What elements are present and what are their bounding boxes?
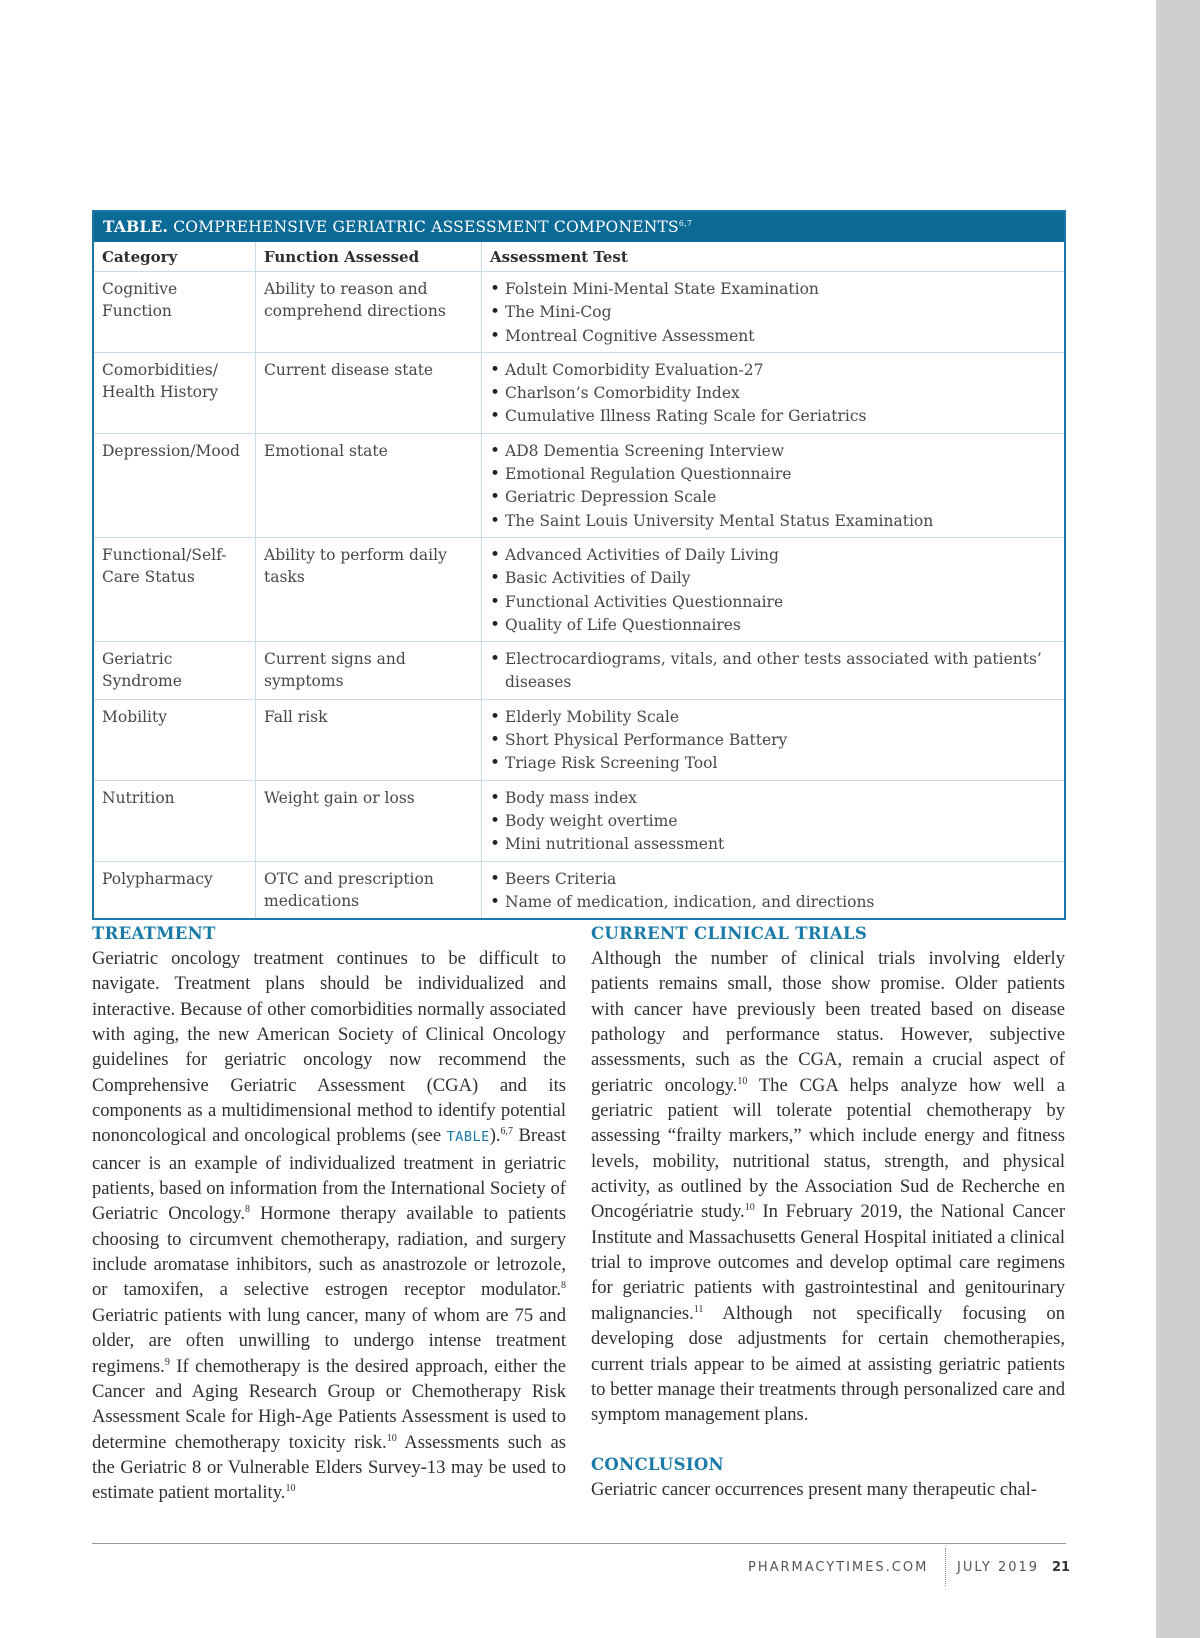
assessment-table <box>92 210 1066 920</box>
function-cell: Current disease state <box>256 353 482 433</box>
trials-paragraph <box>591 946 1065 1428</box>
assessment-test-item: • Cumulative Illness Rating Scale for Geriatrics <box>490 405 1056 428</box>
treatment-text-6: If chemotherapy is the desired approach, either the Cancer and Aging Research Group or Chemotherapy Risk Assessment Scale for High-Age Patients Assessment is used to determine chemotherapy toxicity risk. <box>92 1355 566 1453</box>
assessment-test-item: • Emotional Regulation Questionnaire <box>490 463 1056 486</box>
citation: 6,7 <box>500 1126 514 1138</box>
table-row <box>94 861 1064 919</box>
assessment-test-item: • Quality of Life Questionnaires <box>490 614 1056 637</box>
table-row <box>94 271 1064 352</box>
function-cell: Emotional state <box>256 434 482 537</box>
assessment-test-item: • Elderly Mobility Scale <box>490 706 1056 729</box>
assessment-test-cell <box>482 700 1064 780</box>
treatment-text-1: Geriatric oncology treatment continues to be difficult to navigate. Treatment plans should be individualized and interactive. Because of other comorbidities normally associated with aging, the new American Society of Clinical Oncology guidelines for geriatric oncology now recommend the Comprehensive Geriatric Assessment (CGA) and its components as a multidimensional method to identify potential nononcological and oncological problems (see <box>92 948 566 1147</box>
trials-text-3: In February 2019, the National Cancer Institute and Massachusetts General Hospital initiated a clinical trial to improve outcomes and develop optimal care regimens for geriatric patients with gastrointestinal and genitourinary malignancies. <box>591 1201 1066 1324</box>
treatment-column <box>92 921 566 1506</box>
assessment-test-cell <box>482 781 1064 861</box>
table-row <box>94 641 1064 699</box>
citation: 10 <box>744 1202 755 1214</box>
table-row <box>94 352 1064 433</box>
assessment-test-item: • Body weight overtime <box>490 810 1056 833</box>
citation: 10 <box>737 1075 748 1087</box>
function-cell: Ability to perform daily tasks <box>256 538 482 641</box>
assessment-test-item: • Advanced Activities of Daily Living <box>490 544 1056 567</box>
treatment-text-5: Geriatric patients with lung cancer, many of whom are 75 and older, are often unwilling to undergo intense treatment regimens. <box>92 1304 566 1377</box>
assessment-test-item: • Body mass index <box>490 787 1056 810</box>
citation: 8 <box>561 1280 566 1292</box>
category-cell: Nutrition <box>94 781 256 861</box>
assessment-test-item: • Name of medication, indication, and directions <box>490 891 1056 914</box>
treatment-text-7: Assessments such as the Geriatric 8 or Vulnerable Elders Survey-13 may be used to estimate patient mortality. <box>92 1431 567 1504</box>
category-cell: Geriatric Syndrome <box>94 642 256 699</box>
assessment-test-item: • The Saint Louis University Mental Status Examination <box>490 510 1056 533</box>
trials-text-1: Although the number of clinical trials involving elderly patients remains small, those show promise. Older patients with cancer have previously been treated based on disease pathology and performance status. However, subjective assessments, such as the CGA, remain a crucial aspect of geriatric oncology. <box>591 948 1065 1096</box>
table-label: TABLE. <box>103 217 169 236</box>
assessment-test-cell <box>482 862 1064 919</box>
assessment-test-item: • AD8 Dementia Screening Interview <box>490 440 1056 463</box>
treatment-text-2: ). <box>489 1125 501 1147</box>
assessment-test-item: • Beers Criteria <box>490 868 1056 891</box>
assessment-test-item: • Charlson’s Comorbidity Index <box>490 382 1056 405</box>
function-cell: Weight gain or loss <box>256 781 482 861</box>
table-header-row <box>94 242 1064 271</box>
function-cell: OTC and prescription medications <box>256 862 482 919</box>
assessment-test-cell <box>482 434 1064 537</box>
treatment-text-3: Breast cancer is an example of individualized treatment in geriatric patients, based on information from the International Society of Geriatric Oncology. <box>92 1125 566 1225</box>
citation: 8 <box>244 1204 250 1216</box>
trials-column <box>591 921 1065 1502</box>
assessment-test-cell <box>482 642 1064 699</box>
treatment-paragraph <box>92 946 566 1506</box>
assessment-test-item: • Short Physical Performance Battery <box>490 729 1056 752</box>
trials-heading: CURRENT CLINICAL TRIALS <box>591 924 868 943</box>
citation: 11 <box>693 1303 704 1315</box>
conclusion-heading: CONCLUSION <box>591 1454 724 1474</box>
category-cell: Depression/Mood <box>94 434 256 537</box>
conclusion-paragraph: Geriatric cancer occurrences present many therapeutic chal- <box>591 1478 1037 1500</box>
table-body <box>94 271 1064 918</box>
footer-date: JULY 2019 <box>957 1560 1040 1575</box>
citation: 10 <box>285 1483 296 1495</box>
assessment-test-item: • The Mini-Cog <box>490 301 1056 324</box>
page-number: 21 <box>1052 1560 1071 1575</box>
table-refs: 6,7 <box>678 218 693 228</box>
function-cell: Current signs and symptoms <box>256 642 482 699</box>
assessment-test-item: • Triage Risk Screening Tool <box>490 752 1056 775</box>
function-cell: Ability to reason and comprehend directions <box>256 272 482 352</box>
table-row <box>94 537 1064 641</box>
category-cell: Mobility <box>94 700 256 780</box>
assessment-test-item: • Electrocardiograms, vitals, and other tests associated with patients’ diseases <box>490 648 1056 695</box>
header-test: Assessment Test <box>490 248 628 266</box>
assessment-test-item: • Mini nutritional assessment <box>490 833 1056 856</box>
footer-rule <box>92 1543 1066 1544</box>
category-cell: Functional/Self-Care Status <box>94 538 256 641</box>
footer-separator <box>945 1548 946 1586</box>
assessment-test-cell <box>482 538 1064 641</box>
citation: 9 <box>164 1356 170 1368</box>
page-edge-strip <box>1156 0 1200 1638</box>
function-cell: Fall risk <box>256 700 482 780</box>
assessment-test-item: • Folstein Mini-Mental State Examination <box>490 278 1056 301</box>
table-reference-link[interactable]: TABLE <box>446 1129 490 1146</box>
footer-site[interactable]: PHARMACYTIMES.COM <box>748 1560 929 1575</box>
assessment-test-item: • Montreal Cognitive Assessment <box>490 325 1056 348</box>
category-cell: Cognitive Function <box>94 272 256 352</box>
assessment-test-cell <box>482 353 1064 433</box>
table-row <box>94 780 1064 861</box>
table-row <box>94 433 1064 537</box>
trials-text-2: The CGA helps analyze how well a geriatric patient will tolerate potential chemotherapy by assessing “frailty markers,” which include energy and fitness levels, mobility, nutritional status, strength, and physical activity, as outlined by the Association Sud de Recherche en Oncogériatrie study. <box>591 1074 1065 1223</box>
assessment-test-item: • Basic Activities of Daily <box>490 567 1056 590</box>
table-caption: COMPREHENSIVE GERIATRIC ASSESSMENT COMPONENTS <box>168 218 679 236</box>
category-cell: Polypharmacy <box>94 862 256 919</box>
table-title <box>94 212 1064 242</box>
assessment-test-item: • Geriatric Depression Scale <box>490 486 1056 509</box>
assessment-test-cell <box>482 272 1064 352</box>
citation: 10 <box>386 1432 397 1444</box>
assessment-test-item: • Functional Activities Questionnaire <box>490 591 1056 614</box>
header-category: Category <box>94 242 256 271</box>
table-row <box>94 699 1064 780</box>
trials-text-4: Although not specifically focusing on developing dose adjustments for certain chemotherapies, current trials appear to be aimed at assisting geriatric patients to better manage their treatments through personalized care and symptom management plans. <box>591 1302 1065 1426</box>
header-function: Function Assessed <box>256 242 482 271</box>
treatment-text-4: Hormone therapy available to patients choosing to circumvent chemotherapy, radiation, and surgery include aromatase inhibitors, such as anastrozole or letrozole, or tamoxifen, a selective estrogen receptor modulator. <box>92 1203 566 1301</box>
category-cell: Comorbidities/ Health History <box>94 353 256 433</box>
treatment-heading: TREATMENT <box>92 924 216 943</box>
assessment-test-item: • Adult Comorbidity Evaluation-27 <box>490 359 1056 382</box>
